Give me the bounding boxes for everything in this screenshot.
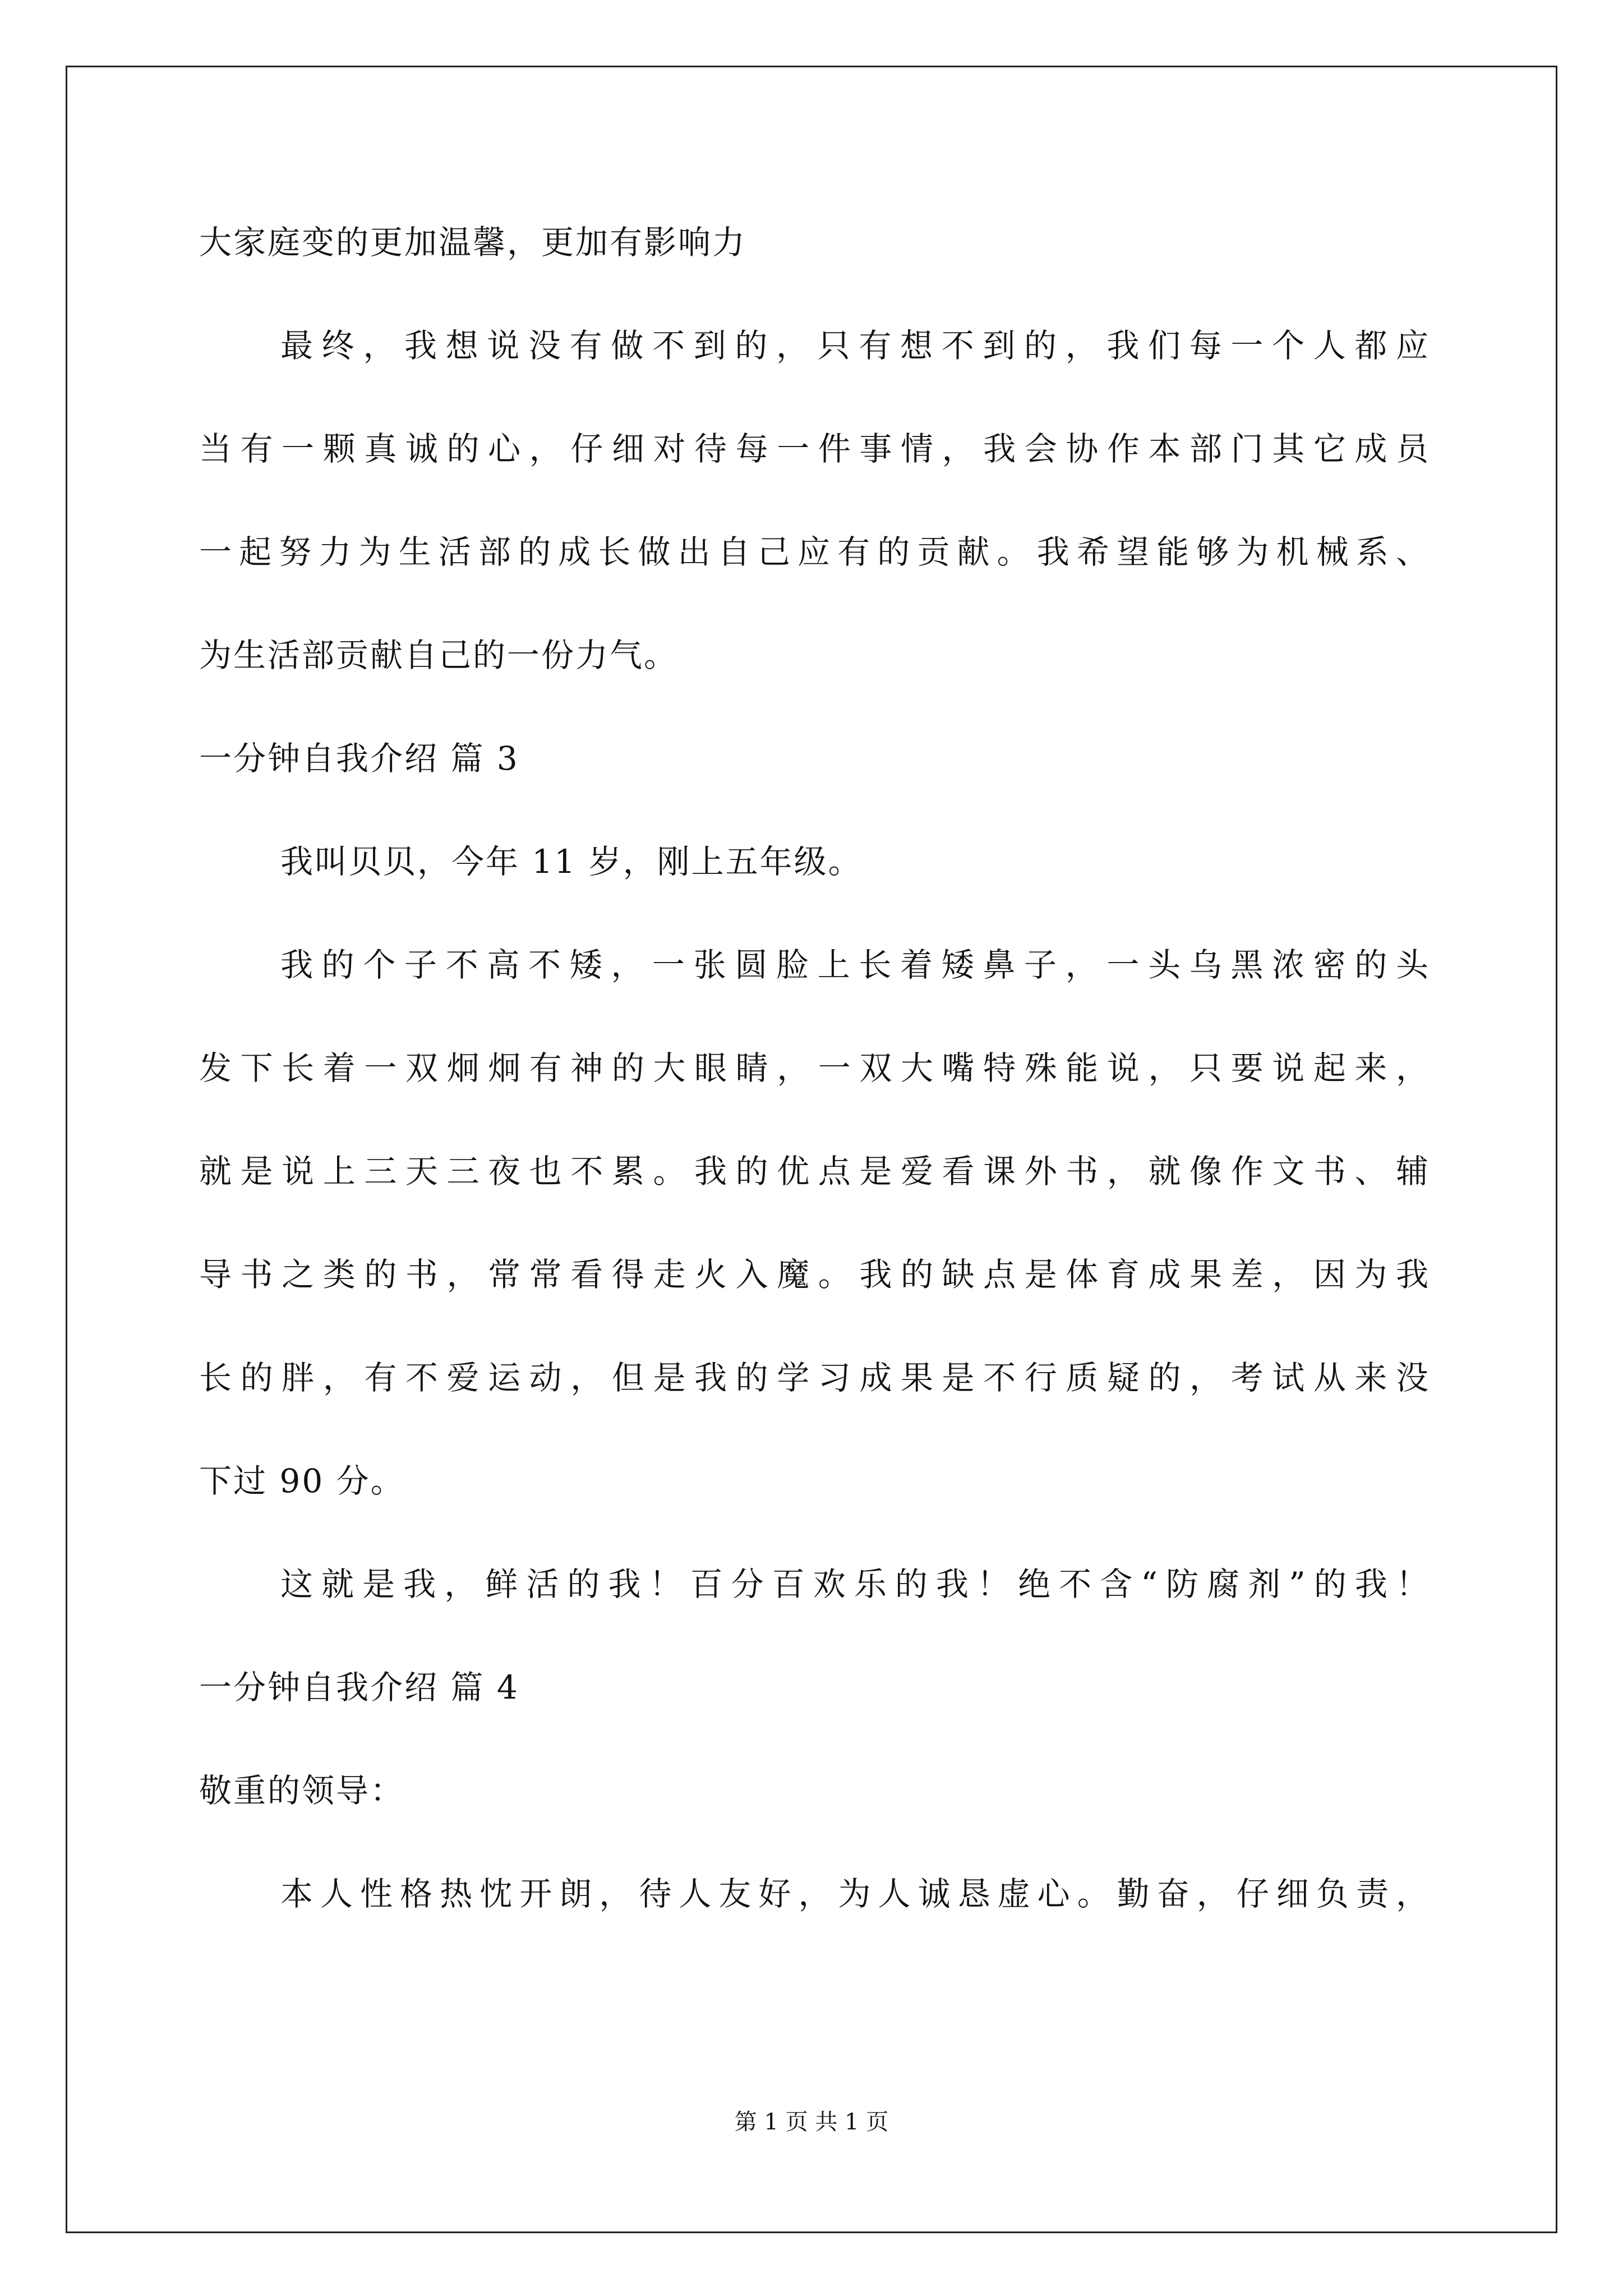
paragraph-line: 发下长着一双炯炯有神的大眼睛，一双大嘴特殊能说，只要说起来， <box>199 1049 1430 1087</box>
page-number-footer: 第 1 页 共 1 页 <box>734 2109 889 2135</box>
paragraph-line: 长的胖，有不爱运动，但是我的学习成果是不行质疑的，考试从来没 <box>199 1359 1430 1397</box>
paragraph-line: 大家庭变的更加温馨，更加有影响力 <box>199 223 747 261</box>
paragraph-line: 为生活部贡献自己的一份力气。 <box>199 636 679 674</box>
section-heading: 一分钟自我介绍 篇 3 <box>199 739 519 777</box>
section-heading: 一分钟自我介绍 篇 4 <box>199 1668 519 1706</box>
paragraph-line: 最终，我想说没有做不到的，只有想不到的，我们每一个人都应 <box>280 326 1430 365</box>
paragraph-line: 下过 90 分。 <box>199 1462 405 1500</box>
paragraph-line: 一起努力为生活部的成长做出自己应有的贡献。我希望能够为机械系、 <box>199 533 1430 571</box>
paragraph-line: 导书之类的书，常常看得走火入魔。我的缺点是体育成果差，因为我 <box>199 1255 1430 1294</box>
paragraph-line: 当有一颗真诚的心，仔细对待每一件事情，我会协作本部门其它成员 <box>199 430 1430 468</box>
paragraph-line: 我叫贝贝，今年 11 岁，刚上五年级。 <box>280 843 863 881</box>
paragraph-line: 本人性格热忱开朗，待人友好，为人诚恳虚心。勤奋，仔细负责， <box>280 1875 1430 1913</box>
salutation: 敬重的领导： <box>199 1772 405 1810</box>
paragraph-line: 我的个子不高不矮，一张圆脸上长着矮鼻子，一头乌黑浓密的头 <box>280 946 1430 984</box>
paragraph-line: 就是说上三天三夜也不累。我的优点是爱看课外书，就像作文书、辅 <box>199 1152 1430 1190</box>
paragraph-line: 这就是我，鲜活的我！百分百欢乐的我！绝不含“防腐剂”的我！ <box>280 1565 1430 1603</box>
